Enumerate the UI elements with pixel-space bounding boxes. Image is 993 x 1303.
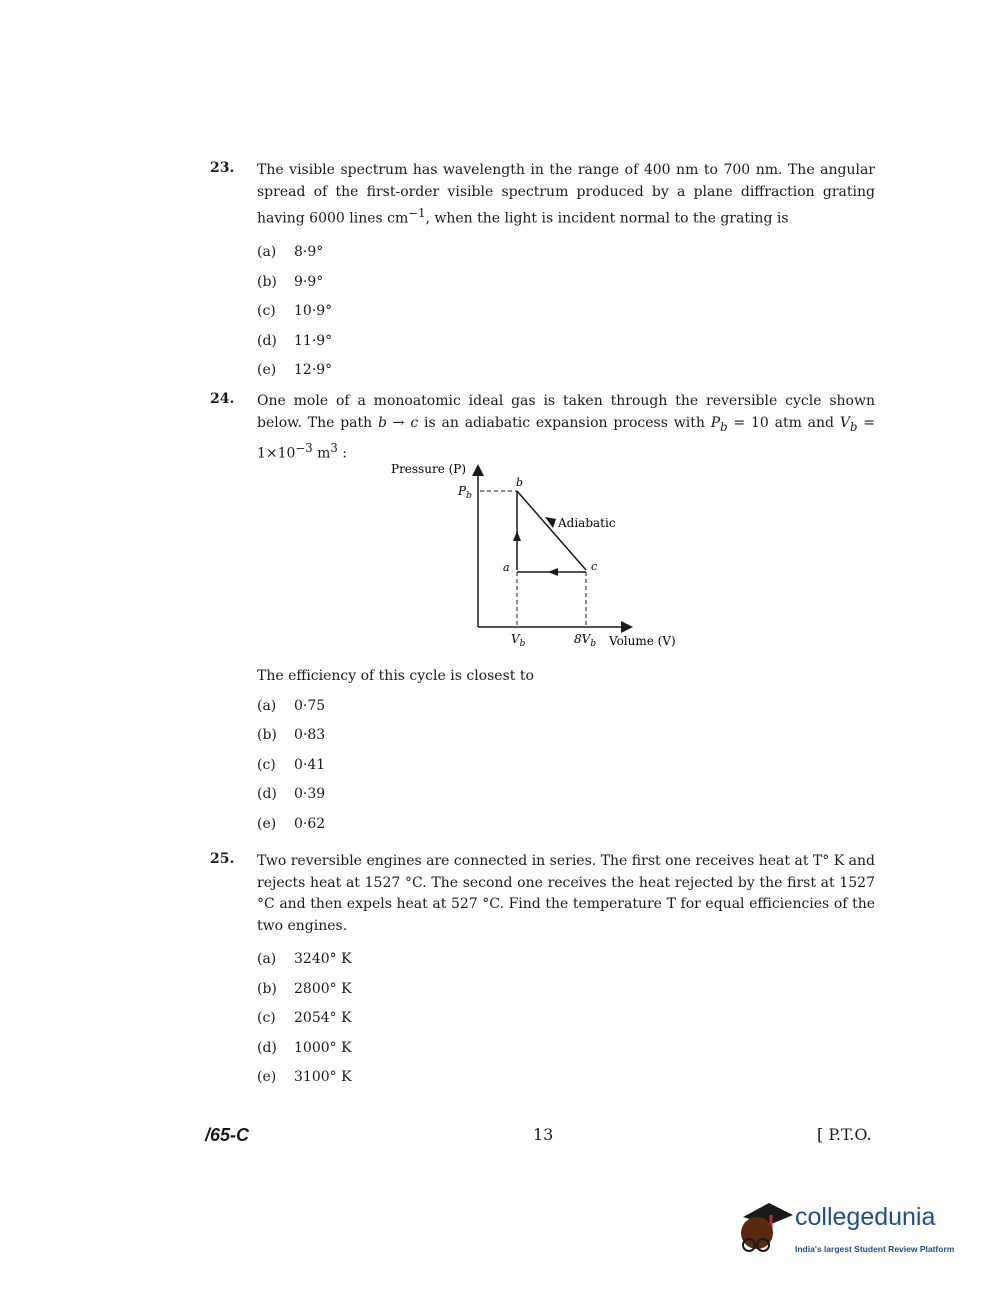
- option-label: (a): [257, 951, 277, 967]
- 8vb-label: $8V_b$: [574, 632, 597, 649]
- option-label: (a): [257, 244, 277, 261]
- question-text: Two reversible engines are connected in series. The first one receives heat at T° K and rejects heat at 1527 °C. The second one receives the heat rejected by the first at 1527 °C and then expels heat at 527 °C. Find the temperature T for equal efficiencies of the two engines.: [257, 853, 875, 934]
- option-label: (a): [257, 697, 277, 714]
- option-c: [257, 297, 875, 327]
- option-value: 0·75: [294, 697, 326, 714]
- point-a-label: a: [503, 561, 510, 574]
- superscript: 3: [330, 440, 338, 455]
- option-value: 11·9°: [294, 332, 333, 349]
- superscript: −3: [295, 440, 313, 455]
- option-label: (b): [257, 980, 277, 997]
- option-label: (b): [257, 273, 277, 290]
- point-c-label: c: [591, 560, 598, 573]
- option-value: 0·39: [294, 786, 326, 802]
- option-a: [257, 692, 875, 722]
- pv-diagram: [380, 455, 700, 655]
- option-b: [257, 721, 875, 751]
- option-label: (d): [257, 332, 277, 349]
- option-e: [257, 356, 875, 386]
- followup-text: The efficiency of this cycle is closest to: [257, 668, 534, 684]
- question-text-part: is an adiabatic expansion process with: [418, 414, 711, 431]
- superscript: −1: [408, 206, 426, 220]
- pb-symbol: P: [710, 414, 721, 431]
- arrow-up-icon: [513, 531, 521, 541]
- subscript: b: [720, 419, 728, 434]
- x-axis-label: Volume (V): [609, 634, 676, 648]
- option-e: [257, 810, 875, 840]
- option-label: (d): [257, 786, 277, 802]
- pto-label: [ P.T.O.: [817, 1125, 872, 1144]
- logo-tagline: India's largest Student Review Platform: [795, 1244, 955, 1254]
- option-label: (d): [257, 1039, 277, 1056]
- option-d: [257, 780, 875, 810]
- mascot-icon: [735, 1195, 795, 1265]
- option-value: 2800° K: [294, 980, 352, 997]
- option-label: (b): [257, 727, 277, 743]
- option-c: [257, 751, 875, 781]
- question-23: [210, 160, 875, 386]
- point-b-label: b: [516, 476, 524, 489]
- question-number: 23.: [210, 160, 235, 176]
- vb-unit: m: [312, 445, 331, 462]
- option-b: [257, 268, 875, 298]
- option-value: 0·83: [294, 727, 326, 743]
- question-24-followup: [210, 666, 875, 839]
- option-e: [257, 1063, 875, 1093]
- adiabatic-label: Adiabatic: [558, 516, 616, 530]
- option-value: 1000° K: [294, 1039, 352, 1056]
- question-text-part: One mole of a monoatomic ideal gas is taken through the reversible cycle shown below. The path: [257, 393, 875, 431]
- options-list: [257, 238, 875, 386]
- option-label: (e): [257, 362, 277, 379]
- option-a: [257, 238, 875, 268]
- option-label: (c): [257, 756, 276, 773]
- option-a: [257, 945, 875, 975]
- options-list: [257, 692, 875, 840]
- option-b: [257, 975, 875, 1005]
- option-c: [257, 1004, 875, 1034]
- option-value: 0·41: [294, 756, 326, 773]
- question-text-part: :: [337, 445, 347, 462]
- arrow-left-icon: [548, 568, 558, 576]
- arrow-down-icon: [545, 517, 556, 528]
- vb-label: $V_b$: [511, 632, 526, 649]
- question-text-part: , when the light is incident normal to the grating is: [425, 210, 789, 227]
- vb-symbol: V: [839, 414, 850, 431]
- logo-wordmark: collegedunia: [795, 1203, 936, 1231]
- option-d: [257, 1034, 875, 1064]
- page-number: 13: [533, 1125, 554, 1144]
- option-value: 3240° K: [294, 951, 352, 967]
- question-number: 24.: [210, 391, 235, 407]
- question-text: [257, 391, 875, 465]
- option-value: 3100° K: [294, 1069, 352, 1085]
- option-label: (c): [257, 1010, 276, 1026]
- collegedunia-logo[interactable]: [735, 1195, 965, 1270]
- pb-value: = 10 atm and: [727, 414, 840, 431]
- question-24: [210, 391, 875, 465]
- option-value: 2054° K: [294, 1010, 352, 1026]
- option-value: 9·9°: [294, 273, 324, 290]
- path-expression: b → c: [378, 414, 419, 431]
- question-number: 25.: [210, 851, 235, 867]
- option-value: 10·9°: [294, 303, 333, 320]
- question-text-part: The visible spectrum has wavelength in the range of 400 nm to 700 nm. The angular spread of the first-order visible spectrum produced by a plane diffraction grating having 6000 lines cm: [257, 162, 875, 227]
- options-list: [257, 945, 875, 1093]
- vb-value: = 1×10: [257, 414, 875, 462]
- pb-label: $P_b$: [458, 484, 472, 501]
- question-25: [210, 851, 875, 1093]
- option-label: (e): [257, 1069, 277, 1085]
- path-b-c: [517, 491, 586, 570]
- question-text: [257, 160, 875, 230]
- subscript: b: [849, 419, 858, 434]
- option-value: 12·9°: [294, 362, 333, 379]
- option-d: [257, 327, 875, 357]
- option-value: 8·9°: [294, 244, 324, 261]
- paper-code: /65-C: [205, 1125, 250, 1145]
- option-label: (e): [257, 815, 277, 832]
- option-label: (c): [257, 303, 276, 320]
- option-value: 0·62: [294, 815, 326, 832]
- y-axis-label: Pressure (P): [391, 462, 467, 476]
